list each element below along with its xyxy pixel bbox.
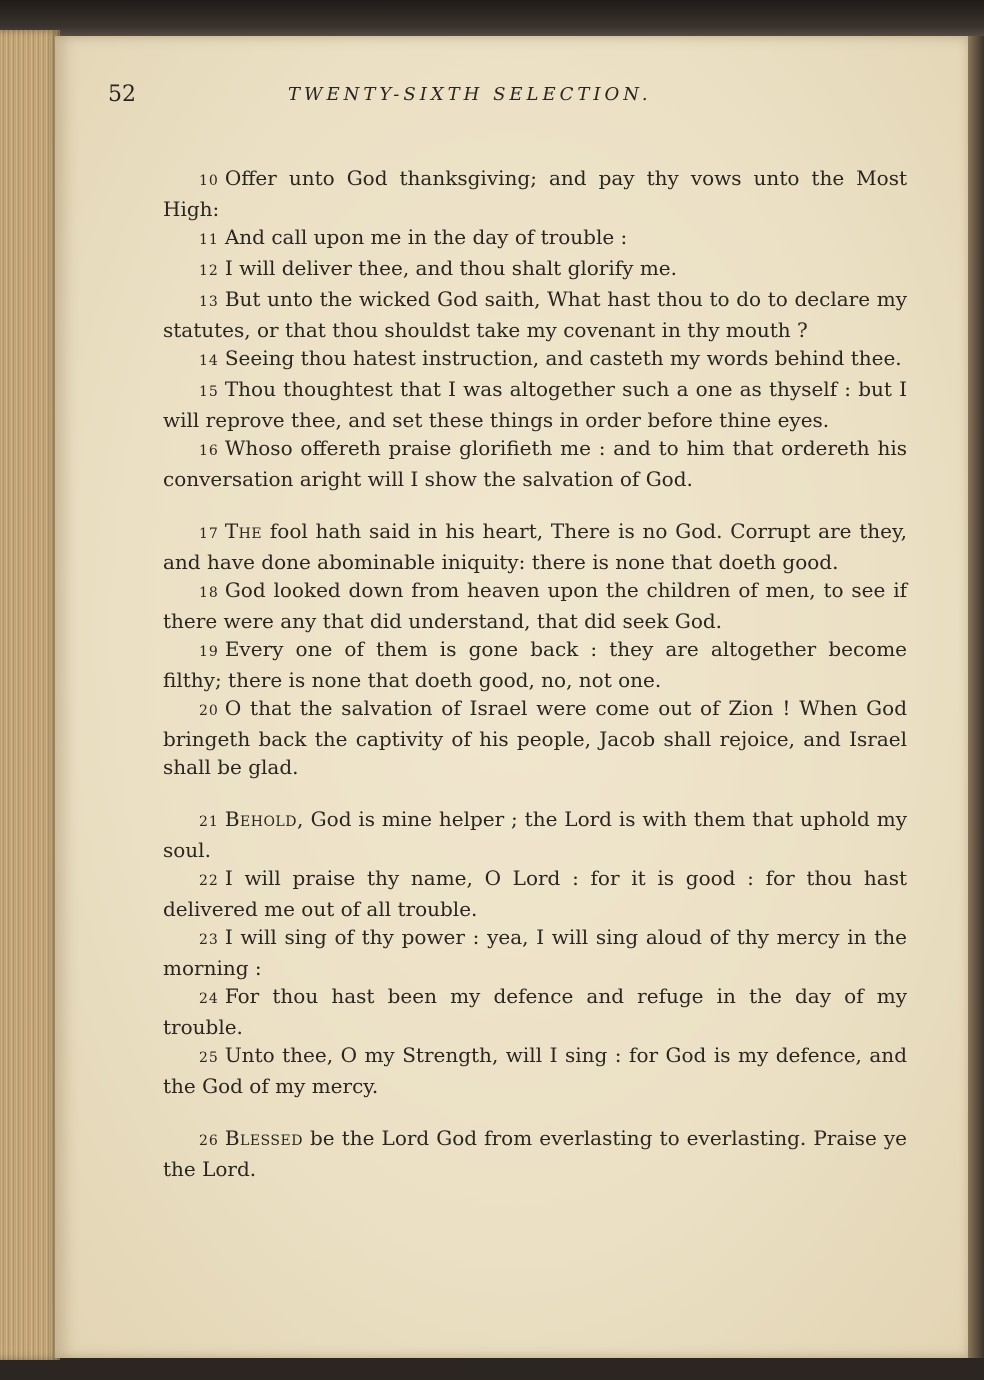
- verse-number: 23: [199, 932, 219, 948]
- verse-text: I will praise thy name, O Lord : for it is good : for thou hast delivered me out of all trouble.: [163, 866, 907, 921]
- section-gap: [163, 493, 907, 517]
- verse-number: 12: [199, 263, 219, 279]
- verse-text: Whoso offereth praise glorifieth me : and to him that ordereth his conversation aright will I show the salvation of God.: [163, 436, 907, 491]
- verse-number: 16: [199, 443, 219, 459]
- verse-number: 11: [199, 232, 219, 248]
- book-binding-top: [0, 0, 984, 38]
- verse: [163, 344, 907, 375]
- verse: [163, 1041, 907, 1100]
- verse: [163, 923, 907, 982]
- verse-text: Unto thee, O my Strength, will I sing : for God is my defence, and the God of my mercy.: [163, 1043, 907, 1098]
- verse: [163, 517, 907, 576]
- verse-lead-word: Behold,: [224, 807, 304, 831]
- verse-number: 15: [199, 384, 219, 400]
- verse: [163, 1124, 907, 1183]
- verse: [163, 982, 907, 1041]
- verse-number: 20: [199, 703, 219, 719]
- verse-number: 22: [199, 873, 219, 889]
- verse: [163, 805, 907, 864]
- verse-lead-word: Blessed: [224, 1126, 303, 1150]
- verse-number: 24: [199, 991, 219, 1007]
- verse-text: O that the salvation of Israel were come out of Zion ! When God bringeth back the captivity of his people, Jacob shall rejoice, and Israel shall be glad.: [163, 696, 907, 779]
- verse-number: 21: [199, 814, 219, 830]
- verse: [163, 285, 907, 344]
- verse-number: 13: [199, 294, 219, 310]
- verse-text: I will deliver thee, and thou shalt glorify me.: [224, 256, 677, 280]
- verse-lead-word: The: [224, 519, 263, 543]
- verse: [163, 375, 907, 434]
- verse-text: I will sing of thy power : yea, I will sing aloud of thy mercy in the morning :: [163, 925, 907, 980]
- verse-text: Seeing thou hatest instruction, and casteth my words behind thee.: [224, 346, 902, 370]
- verse-number: 26: [199, 1133, 219, 1149]
- verse: [163, 164, 907, 223]
- verse-text: Every one of them is gone back : they are altogether become filthy; there is none that doeth good, no, not one.: [163, 637, 907, 692]
- verse-text: Thou thoughtest that I was altogether such a one as thyself : but I will reprove thee, and set these things in order before thine eyes.: [163, 377, 907, 432]
- verse: [163, 254, 907, 285]
- verse-text: And call upon me in the day of trouble :: [224, 225, 628, 249]
- verse-text: be the Lord God from everlasting to everlasting. Praise ye the Lord.: [163, 1126, 907, 1181]
- verse-number: 25: [199, 1050, 219, 1066]
- running-title: TWENTY-SIXTH SELECTION.: [288, 84, 652, 105]
- verse-number: 18: [199, 585, 219, 601]
- verse: [163, 434, 907, 493]
- verse-text: fool hath said in his heart, There is no God. Corrupt are they, and have done abominable iniquity: there is none that doeth good.: [163, 519, 907, 574]
- verse-text: But unto the wicked God saith, What hast thou to do to declare my statutes, or that thou shouldst take my covenant in thy mouth ?: [163, 287, 907, 342]
- page-edges: [0, 30, 60, 1360]
- verse-text: God is mine helper ; the Lord is with them that uphold my soul.: [163, 807, 907, 862]
- page-header: [108, 82, 868, 122]
- verse-number: 10: [199, 173, 219, 189]
- verse: [163, 576, 907, 635]
- section-gap: [163, 1100, 907, 1124]
- section-gap: [163, 781, 907, 805]
- body-text: [163, 164, 907, 1183]
- verse: [163, 864, 907, 923]
- book-binding-right: [968, 36, 984, 1358]
- verse-number: 14: [199, 353, 219, 369]
- page-number: 52: [108, 82, 136, 107]
- verse: [163, 635, 907, 694]
- verse-text: Offer unto God thanksgiving; and pay thy vows unto the Most High:: [163, 166, 907, 221]
- verse-number: 17: [199, 526, 219, 542]
- verse-number: 19: [199, 644, 219, 660]
- verse: [163, 223, 907, 254]
- verse: [163, 694, 907, 781]
- verse-text: For thou hast been my defence and refuge in the day of my trouble.: [163, 984, 907, 1039]
- verse-text: God looked down from heaven upon the children of men, to see if there were any that did understand, that did seek God.: [163, 578, 907, 633]
